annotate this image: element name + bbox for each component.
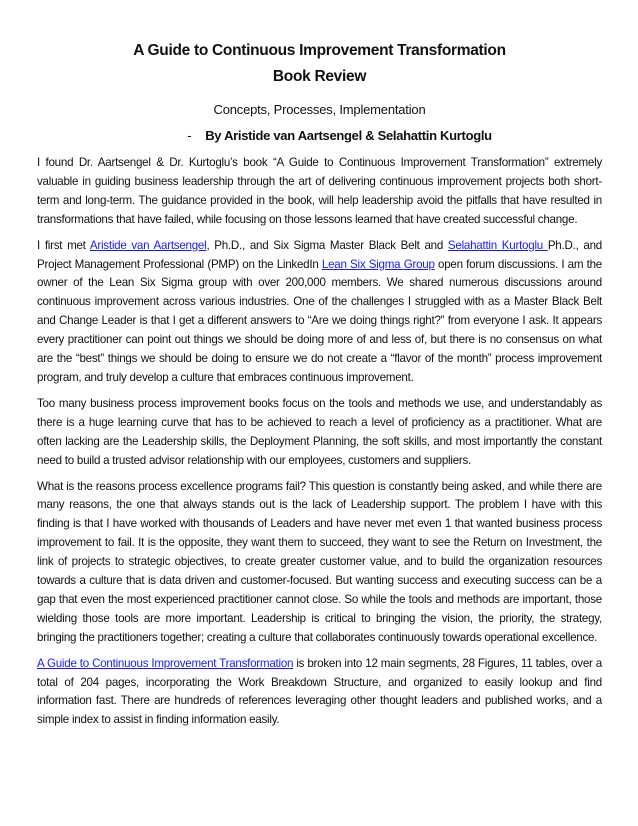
paragraph-reasons: What is the reasons process excellence programs fail? This question is constantly being asked, and while there are many reasons, the one that always stands out is the lack of Leadership support. The problem I have with this finding is that I have worked with thousands of Leaders and have never met even 1 that wanted business process improvement to fail. It is the opposite, they want them to succeed, they want to see the Return on Investment, the link of projects to strategic objectives, to create greater customer value, and to build the organization resources towards a culture that is data driven and customer-focused. But wanting success and executing success can be a gap that even the most experienced practitioner cannot close. So while the tools and methods are important, those wielding those tools are more important. Leadership is critical to bringing the vision, the priority, the strategy, bringing the practitioners together; creating a culture that collaborates continuously towards operational excellence.	[37, 479, 602, 644]
link-book[interactable]: A Guide to Continuous Improvement Transformation	[37, 656, 294, 670]
link-selahattin[interactable]: Selahattin Kurtoglu	[447, 238, 548, 252]
tagline: Concepts, Processes, Implementation	[213, 102, 426, 117]
text: Ph.D., and Project Management Professional (PMP) on the LinkedIn	[37, 238, 602, 271]
paragraph-tools: Too many business process improvement books focus on the tools and methods we use, and understandably as there is a huge learning curve that has to be achieved to reach a level of proficiency as a practitioner. What are often lacking are the Leadership skills, the Deployment Planning, the soft skills, and most importantly the constant need to build a trusted advisor relationship with our employees, customers and suppliers.	[37, 396, 602, 467]
link-aristide[interactable]: Aristide van Aartsengel	[89, 238, 207, 252]
paragraph-intro: I found Dr. Aartsengel & Dr. Kurtoglu’s book “A Guide to Continuous Improvement Transformation” extremely valuable in guiding business leadership through the art of delivering continuous improvement projects both short-term and long-term. The guidance provided in the book, will help leadership avoid the pitfalls that have resulted in transformations that have failed, while focusing on those lessons learned that have created successful change.	[37, 156, 602, 226]
document-title: A Guide to Continuous Improvement Transformation	[133, 42, 506, 59]
byline-authors: By Aristide van Aartsengel & Selahattin Kurtoglu	[205, 128, 492, 143]
document-subtitle: Book Review	[272, 68, 367, 85]
text: I first met	[37, 238, 90, 252]
text: open forum discussions. I am the owner of the Lean Six Sigma group with over 200,000 members. We shared numerous discussions around continuous improvement across various industries. One of the challenges I struggled with as a Master Black Belt and Change Leader is that I get a different answers to “Are we doing things right?” from everyone I ask. It appears every practitioner can point out things we should be doing more of and less of, but there is no consensus on what are the “best” things we should be doing to ensure we do not create a “flavor of the month” process improvement program, and truly develop a culture that embraces continuous improvement.	[37, 257, 602, 384]
text: is broken into 12 main segments, 28 Figures, 11 tables, over a total of 204 pages, incorporating the Work Breakdown Structure, and organized to easily lookup and find information fast. There are hundreds of references leveraging other thought leaders and published works, and a simple index to assist in finding information easily.	[37, 656, 602, 727]
text: , Ph.D., and Six Sigma Master Black Belt and	[206, 238, 448, 252]
link-lean-six-sigma-group[interactable]: Lean Six Sigma Group	[321, 257, 435, 271]
byline	[37, 126, 602, 146]
paragraph-first-met	[37, 237, 602, 388]
byline-dash: -	[187, 128, 192, 143]
paragraph-book-structure	[37, 655, 602, 731]
